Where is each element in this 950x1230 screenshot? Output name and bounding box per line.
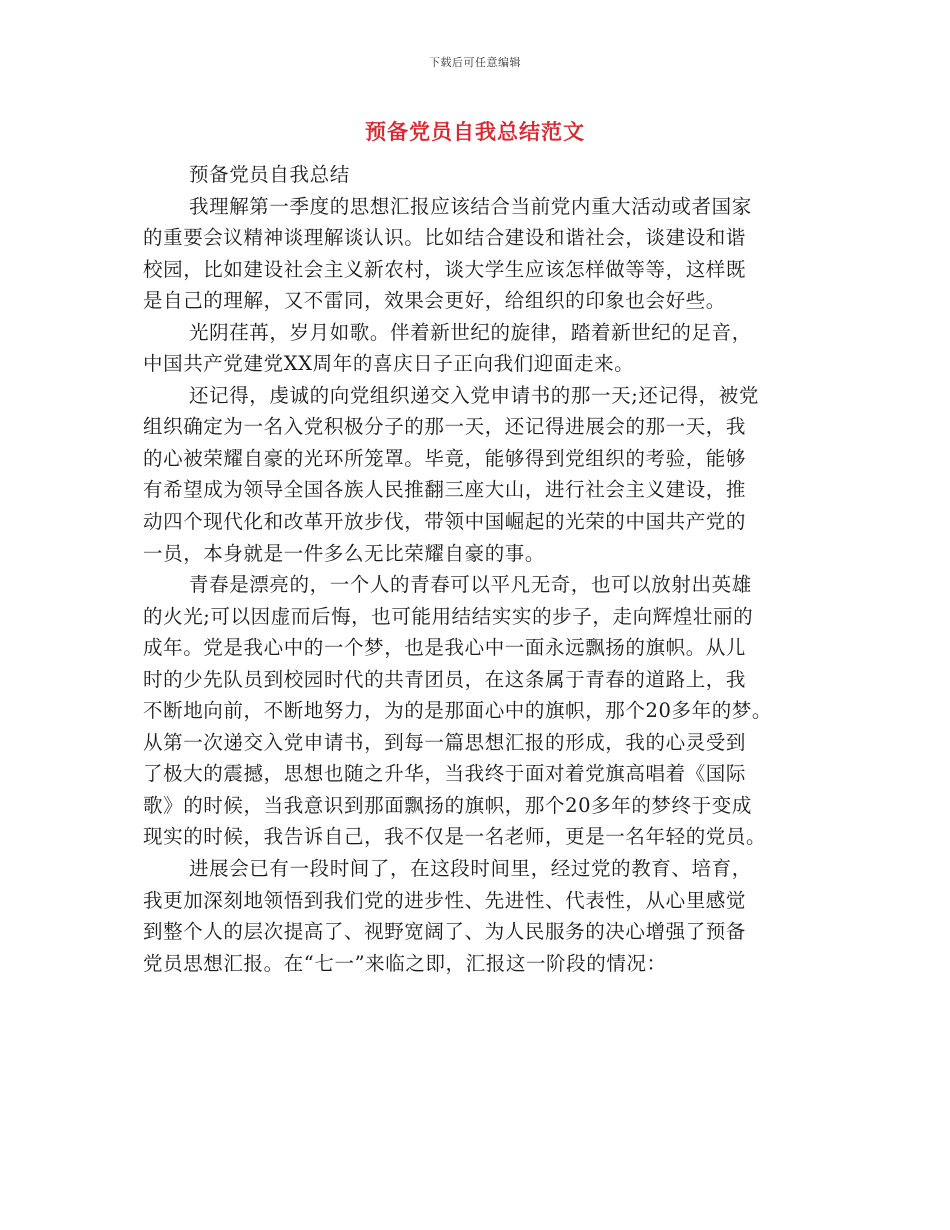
text-line: 一员，本身就是一件多么无比荣耀自豪的事。: [143, 541, 546, 565]
text-line: 是自己的理解，又不雷同，效果会更好，给组织的印象也会好些。: [143, 289, 726, 313]
text-line: 现实的时候，我告诉自己，我不仅是一名老师，更是一名年轻的党员。: [143, 825, 767, 849]
text-line: 的重要会议精神谈理解谈认识。比如结合建设和谐社会，谈建设和谐: [143, 226, 747, 250]
text-line: 到整个人的层次提高了、视野宽阔了、为人民服务的决心增强了预备: [143, 920, 747, 944]
text-line: 我更加深刻地领悟到我们党的进步性、先进性、代表性，从心里感觉: [143, 888, 747, 912]
text-line: 我理解第一季度的思想汇报应该结合当前党内重大活动或者国家: [189, 194, 752, 218]
text-line: 不断地向前，不断地努力，为的是那面心中的旗帜，那个20多年的梦。: [143, 699, 773, 723]
text-line: 了极大的震撼，思想也随之升华，当我终于面对着党旗高唱着《国际: [143, 762, 747, 786]
text-line: 动四个现代化和改革开放步伐，带领中国崛起的光荣的中国共产党的: [143, 510, 747, 534]
text-line: 从第一次递交入党申请书，到每一篇思想汇报的形成，我的心灵受到: [143, 730, 747, 754]
text-line: 歌》的时候，当我意识到那面飘扬的旗帜，那个20多年的梦终于变成: [143, 793, 752, 817]
text-line: 预备党员自我总结: [189, 163, 350, 186]
text-line: 还记得，虔诚的向党组织递交入党申请书的那一天;还记得，被党: [189, 383, 759, 407]
text-line: 成年。党是我心中的一个梦，也是我心中一面永远飘扬的旗帜。从儿: [143, 636, 747, 660]
text-line: 光阴荏苒，岁月如歌。伴着新世纪的旋律，踏着新世纪的足音，: [189, 320, 752, 344]
header-note: 下载后可任意编辑: [429, 56, 521, 69]
text-line: 进展会已有一段时间了，在这段时间里，经过党的教育、培育，: [189, 857, 752, 881]
text-line: 有希望成为领导全国各族人民推翻三座大山，进行社会主义建设，推: [143, 478, 747, 502]
text-line: 校园，比如建设社会主义新农村，谈大学生应该怎样做等等，这样既: [143, 257, 747, 281]
text-line: 的心被荣耀自豪的光环所笼罩。毕竟，能够得到党组织的考验，能够: [143, 446, 747, 470]
text-line: 党员思想汇报。在“七一”来临之即，汇报这一阶段的情况：: [143, 951, 667, 975]
text-line: 青春是漂亮的，一个人的青春可以平凡无奇，也可以放射出英雄: [189, 573, 752, 597]
text-line: 中国共产党建党XX周年的喜庆日子正向我们迎面走来。: [143, 352, 635, 376]
document-body: [143, 159, 823, 979]
text-line: 的火光;可以因虚而后悔，也可能用结结实实的步子，走向辉煌壮丽的: [143, 604, 754, 628]
document-title: 预备党员自我总结范文: [365, 119, 585, 144]
text-line: 时的少先队员到校园时代的共青团员，在这条属于青春的道路上，我: [143, 667, 747, 691]
text-line: 组织确定为一名入党积极分子的那一天，还记得进展会的那一天，我: [143, 415, 747, 439]
